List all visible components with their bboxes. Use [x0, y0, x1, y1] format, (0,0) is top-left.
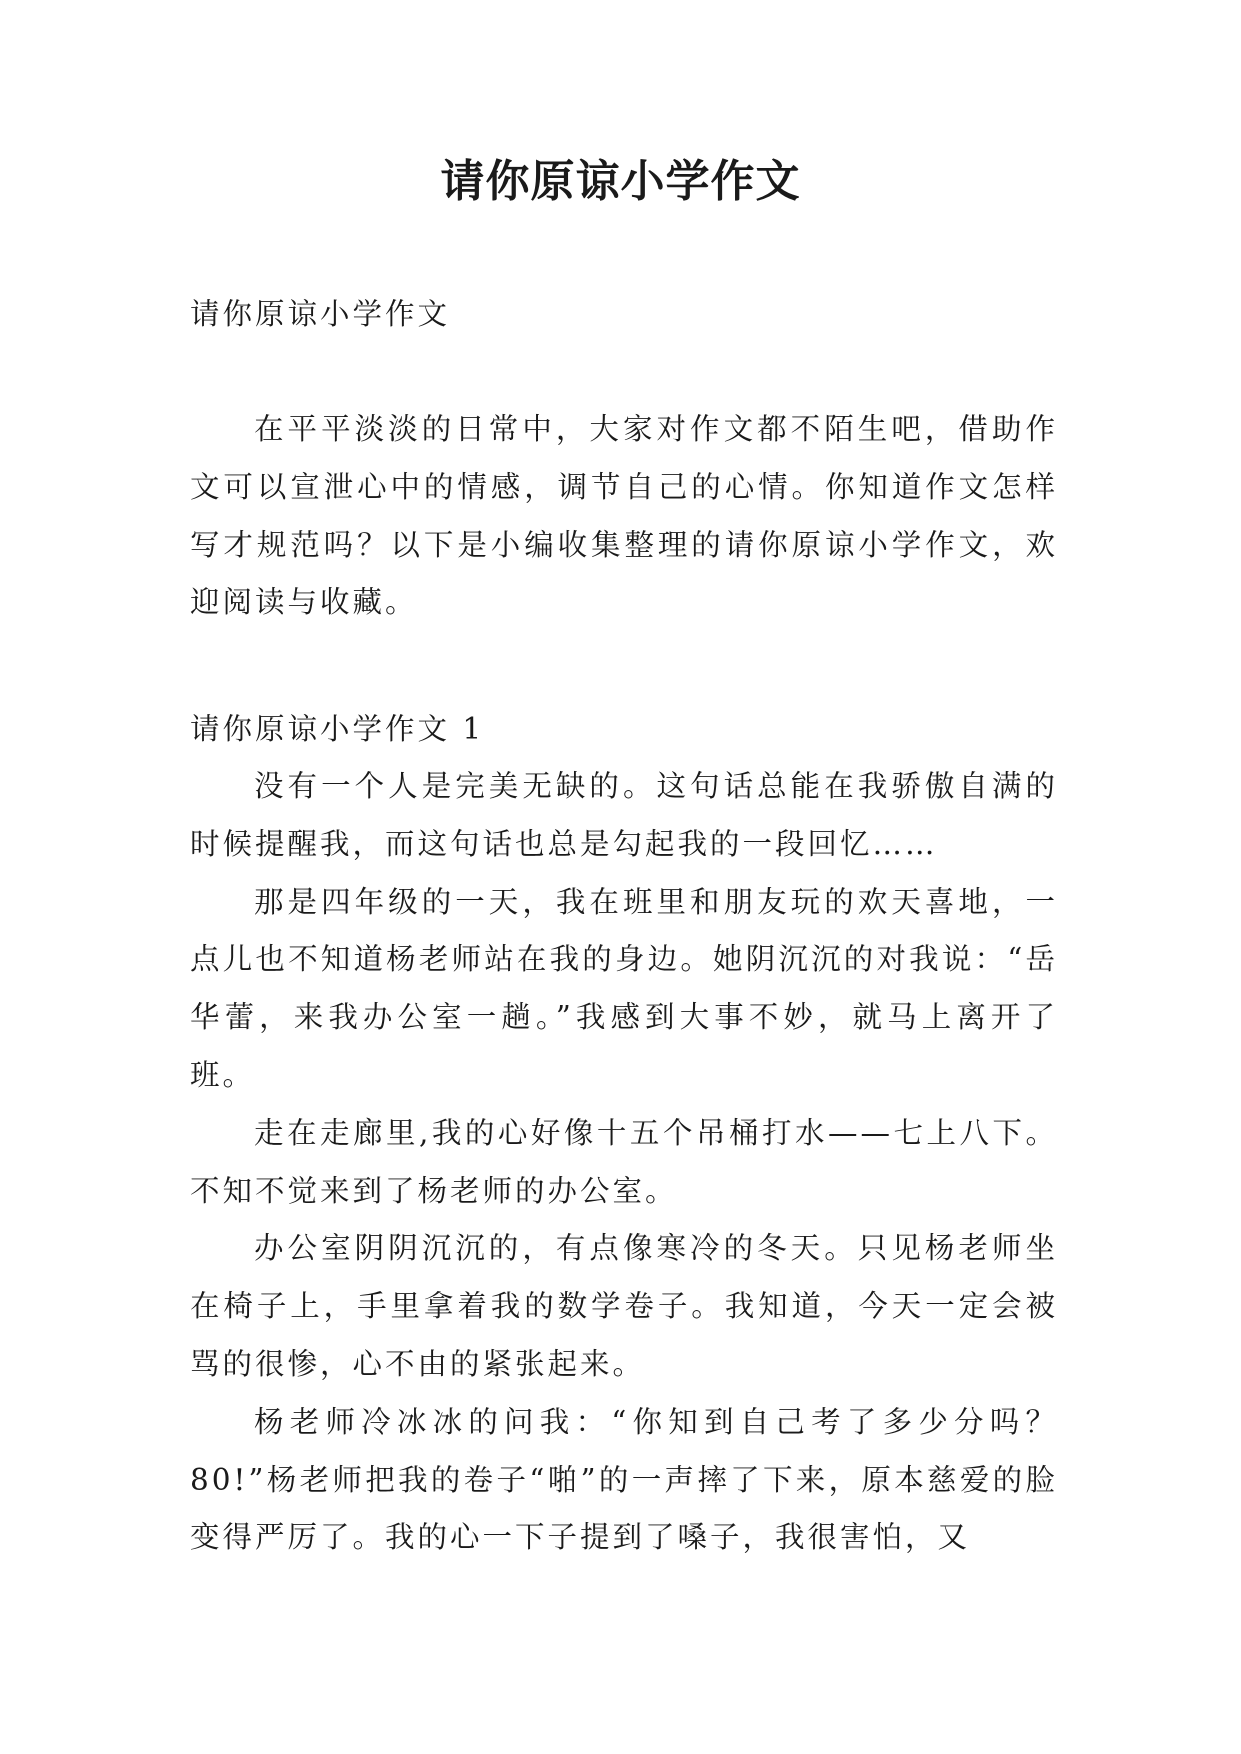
body-paragraph: 没有一个人是完美无缺的。这句话总能在我骄傲自满的时候提醒我，而这句话也总是勾起我的一段回忆……	[190, 769, 1058, 861]
section-body	[190, 758, 1058, 1567]
intro-paragraph: 在平平淡淡的日常中，大家对作文都不陌生吧，借助作文可以宣泄心中的情感，调节自己的心情。你知道作文怎样写才规范吗？以下是小编收集整理的请你原谅小学作文，欢迎阅读与收藏。	[190, 412, 1058, 620]
document-title: 请你原谅小学作文	[440, 156, 801, 207]
section-heading: 请你原谅小学作文 1	[190, 712, 485, 746]
body-paragraph: 走在走廊里,我的心好像十五个吊桶打水——七上八下。不知不觉来到了杨老师的办公室。	[190, 1115, 1058, 1208]
body-paragraph: 办公室阴阴沉沉的，有点像寒冷的冬天。只见杨老师坐在椅子上，手里拿着我的数学卷子。我知道，今天一定会被骂的很惨，心不由的紧张起来。	[190, 1231, 1058, 1381]
document-subheading: 请你原谅小学作文	[190, 297, 451, 331]
body-paragraph: 那是四年级的一天，我在班里和朋友玩的欢天喜地，一点儿也不知道杨老师站在我的身边。她阴沉沉的对我说：“岳华蕾，来我办公室一趟。”我感到大事不妙，就马上离开了班。	[190, 884, 1058, 1092]
body-paragraph: 杨老师冷冰冰的问我：“你知到自己考了多少分吗？80!”杨老师把我的卷子“啪”的一声摔了下来，原本慈爱的脸变得严厉了。我的心一下子提到了嗓子，我很害怕，又	[190, 1404, 1058, 1555]
